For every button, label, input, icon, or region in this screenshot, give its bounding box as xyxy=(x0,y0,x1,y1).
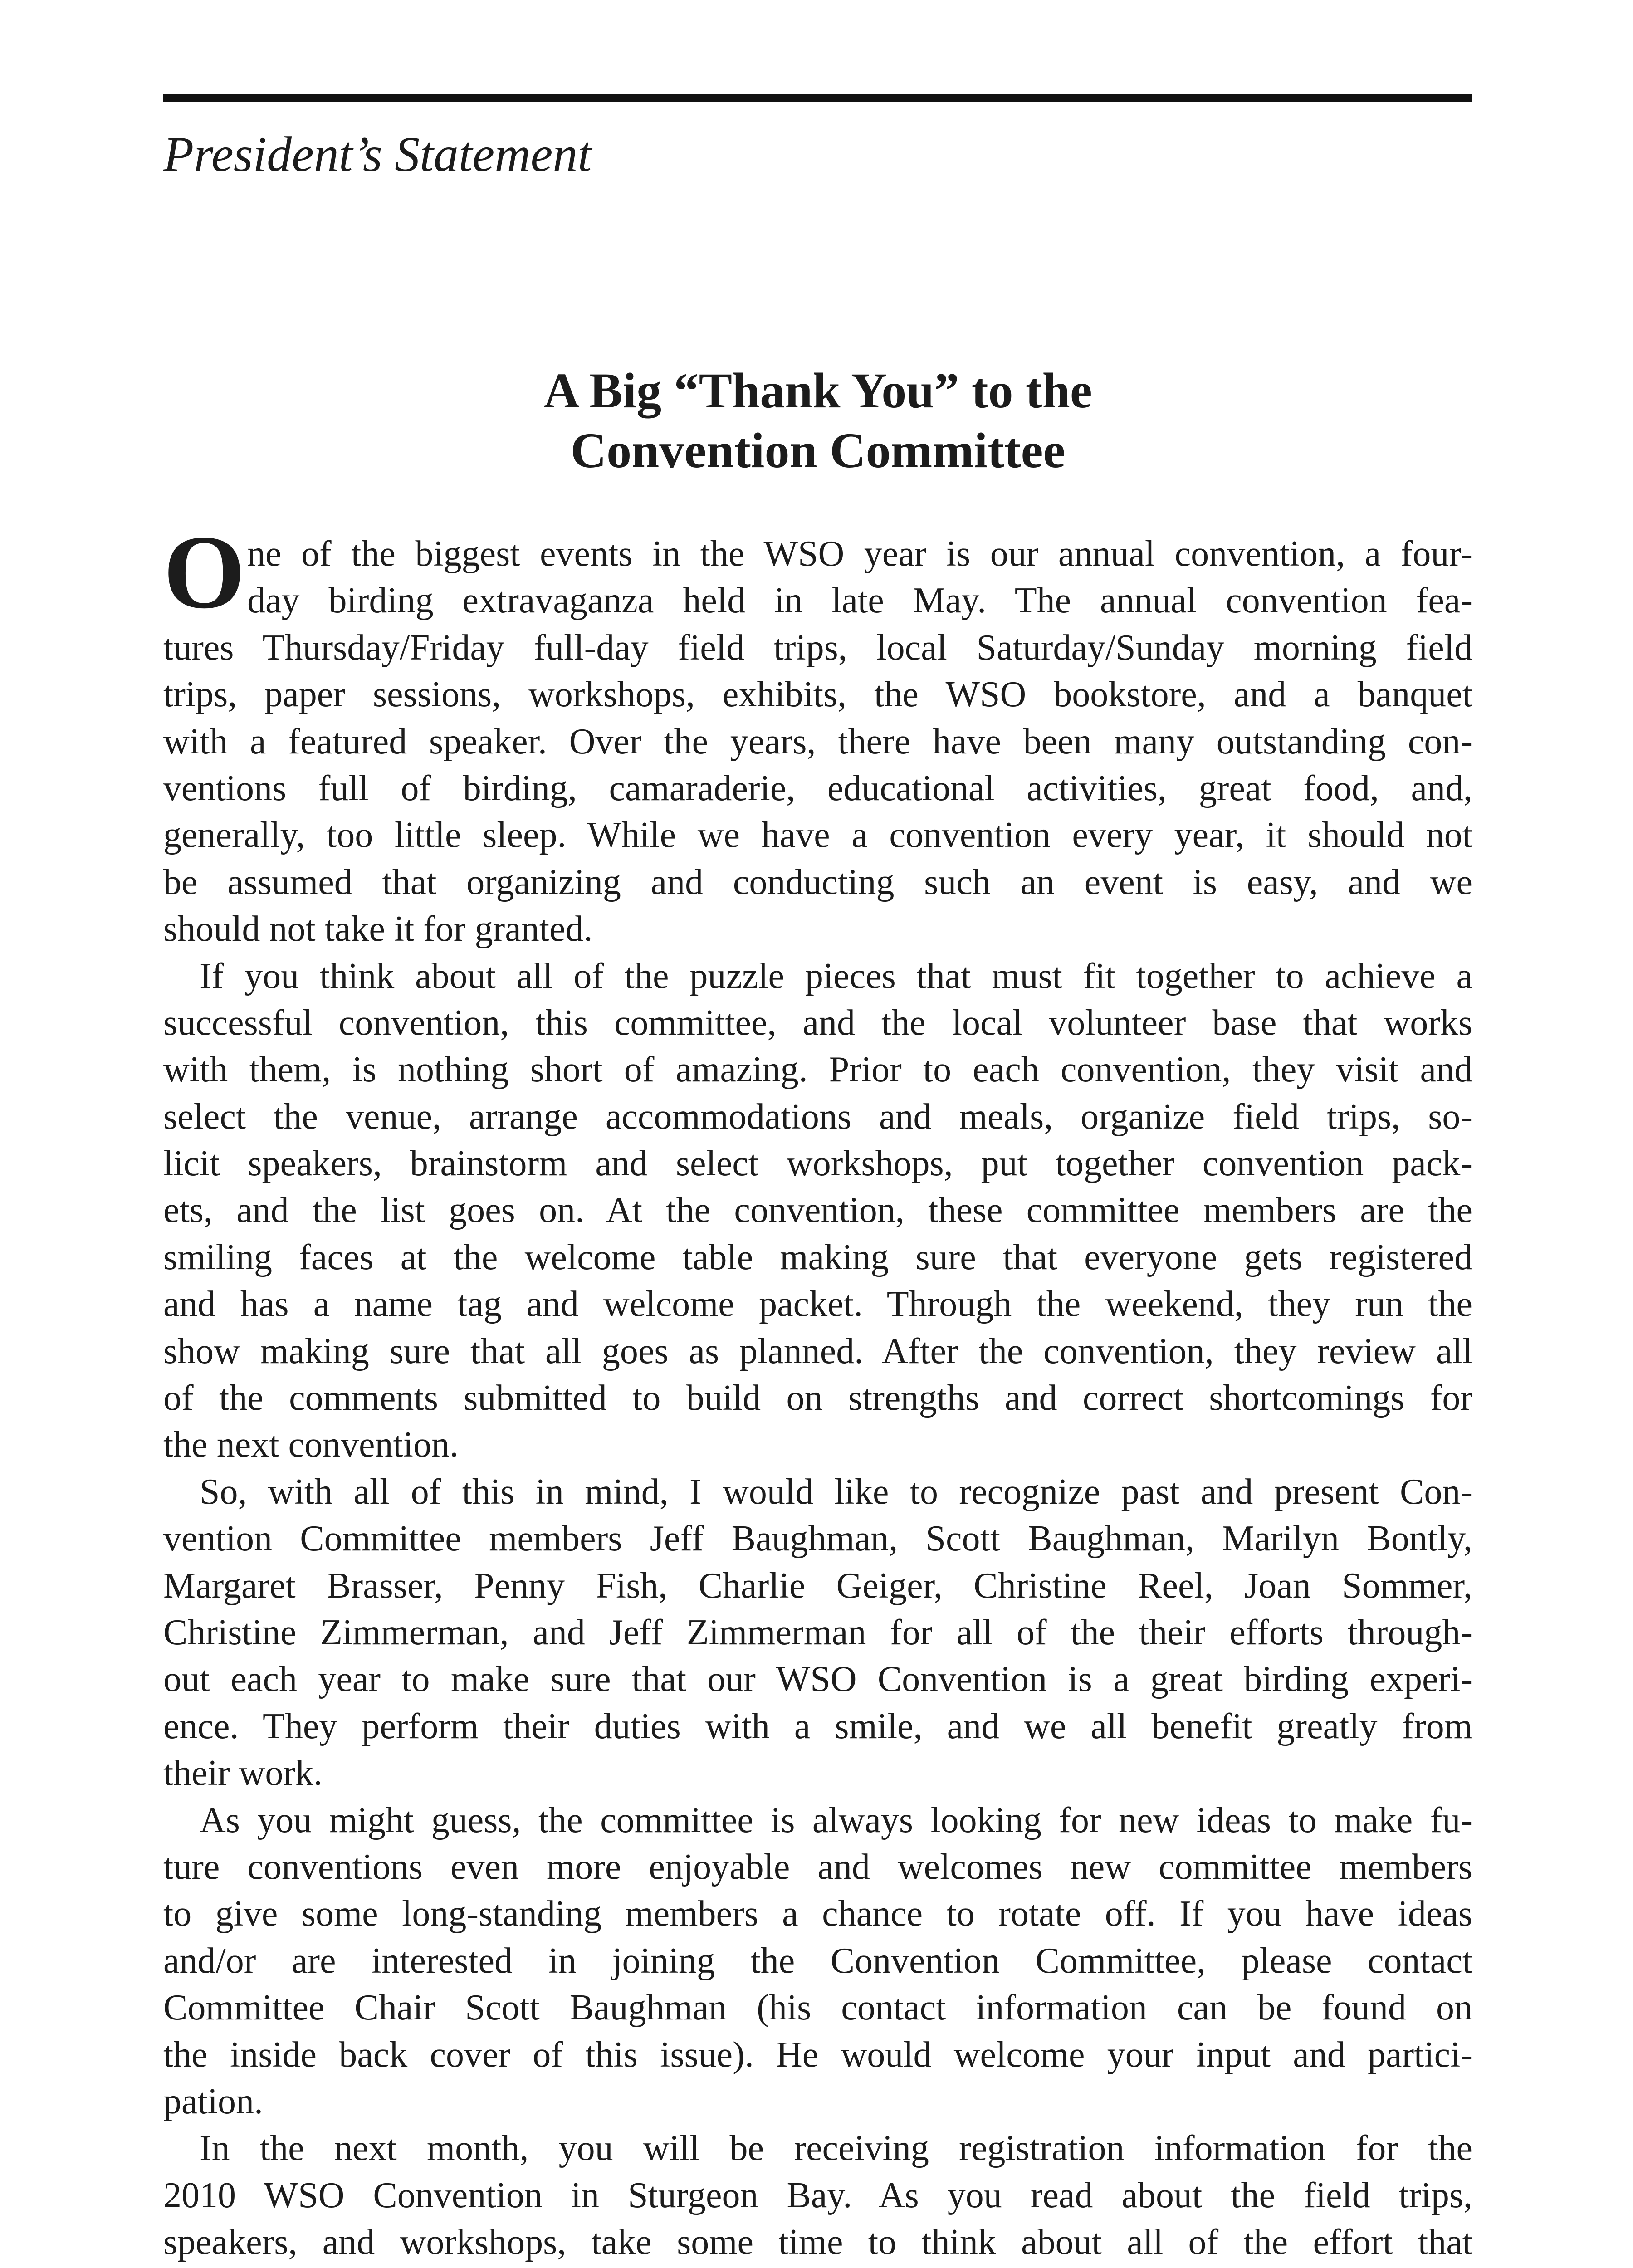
text-line: Margaret Brasser, Penny Fish, Charlie Geiger, Christine Reel, Joan Sommer, xyxy=(163,1565,1472,1606)
paragraph-2 xyxy=(163,953,1472,1469)
text-line: ets, and the list goes on. At the convention, these committee members are the xyxy=(163,1190,1472,1231)
text-line: 2010 WSO Convention in Sturgeon Bay. As you read about the field trips, xyxy=(163,2175,1472,2215)
text-line: tures Thursday/Friday full-day field trips, local Saturday/Sunday morning field xyxy=(163,627,1472,668)
text-line: to give some long-standing members a chance to rotate off. If you have ideas xyxy=(163,1894,1472,1934)
text-line: their work. xyxy=(163,1753,323,1794)
text-line: licit speakers, brainstorm and select workshops, put together convention pack- xyxy=(163,1144,1472,1184)
text-line: ture conventions even more enjoyable and welcomes new committee members xyxy=(163,1847,1472,1887)
text-line: successful convention, this committee, and the local volunteer base that works xyxy=(163,1002,1472,1043)
text-line: As you might guess, the committee is always looking for new ideas to make fu- xyxy=(200,1800,1472,1840)
section-title: President’s Statement xyxy=(163,127,592,182)
text-line: Christine Zimmerman, and Jeff Zimmerman for all of the their efforts through- xyxy=(163,1612,1472,1652)
text-line: In the next month, you will be receiving registration information for the xyxy=(200,2128,1472,2169)
text-line: smiling faces at the welcome table making sure that everyone gets registered xyxy=(163,1237,1472,1277)
text-line: select the venue, arrange accommodations and meals, organize field trips, so- xyxy=(163,1096,1472,1137)
text-line: of the comments submitted to build on strengths and correct shortcomings for xyxy=(163,1378,1472,1418)
text-line: generally, too little sleep. While we have a convention every year, it should not xyxy=(163,815,1472,855)
text-line: trips, paper sessions, workshops, exhibits, the WSO bookstore, and a banquet xyxy=(163,675,1472,715)
text-line: vention Committee members Jeff Baughman, Scott Baughman, Marilyn Bontly, xyxy=(163,1519,1472,1559)
text-line: should not take it for granted. xyxy=(163,909,593,949)
text-line: show making sure that all goes as planned. After the convention, they review all xyxy=(163,1331,1472,1371)
text-line: If you think about all of the puzzle pieces that must fit together to achieve a xyxy=(200,956,1472,996)
text-line: out each year to make sure that our WSO Convention is a great birding experi- xyxy=(163,1659,1472,1700)
article-body xyxy=(163,531,1472,2268)
paragraph-4 xyxy=(163,1797,1472,2126)
text-line: be assumed that organizing and conducting such an event is easy, and we xyxy=(163,862,1472,902)
text-line: the inside back cover of this issue). He would welcome your input and partici- xyxy=(163,2034,1472,2075)
text-line: with a featured speaker. Over the years, there have been many outstanding con- xyxy=(163,721,1472,762)
text-line: and/or are interested in joining the Convention Committee, please contact xyxy=(163,1941,1472,1981)
text-line: ence. They perform their duties with a smile, and we all benefit greatly from xyxy=(163,1706,1472,1746)
text-line: ventions full of birding, camaraderie, educational activities, great food, and, xyxy=(163,768,1472,808)
header-rule xyxy=(163,94,1472,102)
text-line: day birding extravaganza held in late May. The annual convention fea- xyxy=(247,581,1472,621)
drop-cap: O xyxy=(163,514,245,631)
text-line: with them, is nothing short of amazing. Prior to each convention, they visit and xyxy=(163,1050,1472,1090)
text-line: speakers, and workshops, take some time to think about all of the effort that xyxy=(163,2222,1472,2263)
text-line: ne of the biggest events in the WSO year is our annual convention, a four- xyxy=(247,534,1472,574)
paragraph-1 xyxy=(163,531,1472,953)
text-line: and has a name tag and welcome packet. Through the weekend, they run the xyxy=(163,1284,1472,1325)
text-line: Committee Chair Scott Baughman (his contact information can be found on xyxy=(163,1988,1472,2028)
text-line: the next convention. xyxy=(163,1425,459,1465)
paragraph-3 xyxy=(163,1469,1472,1797)
article-title xyxy=(163,361,1472,480)
text-line: pation. xyxy=(163,2081,263,2121)
text-line: So, with all of this in mind, I would like to recognize past and present Con- xyxy=(200,1471,1472,1512)
article-title-line: Convention Committee xyxy=(570,423,1066,478)
paragraph-5 xyxy=(163,2125,1472,2268)
article-title-line: A Big “Thank You” to the xyxy=(543,363,1092,418)
